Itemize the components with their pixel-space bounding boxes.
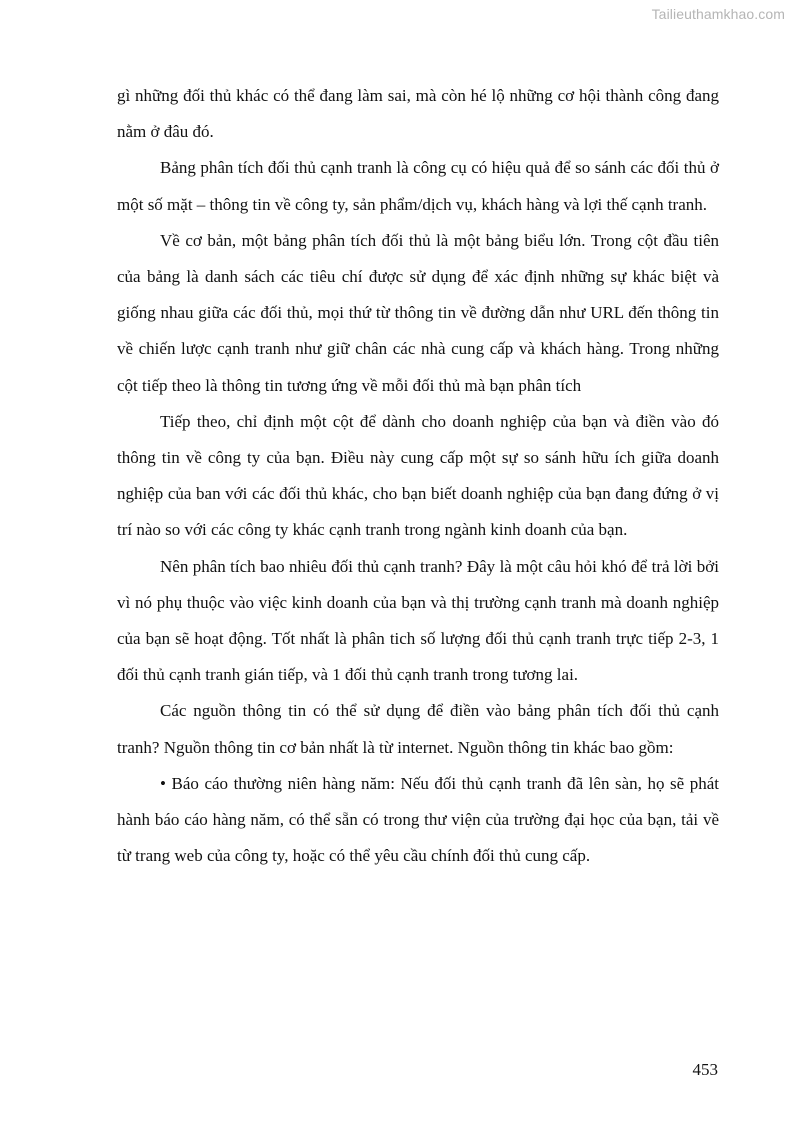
paragraph: Các nguồn thông tin có thể sử dụng để điền vào bảng phân tích đối thủ cạnh tranh? Nguồn thông tin cơ bản nhất là từ internet. Nguồn thông tin khác bao gồm: xyxy=(117,701,719,757)
paragraph: Tiếp theo, chỉ định một cột để dành cho doanh nghiệp của bạn và điền vào đó thông tin về công ty của bạn. Điều này cung cấp một sự so sánh hữu ích giữa doanh nghiệp của ban với các đối thủ khác, cho bạn biết doanh nghiệp của bạn đang đứng ở vị trí nào so với các công ty khác cạnh tranh trong ngành kinh doanh của bạn. xyxy=(117,411,719,540)
paragraph: gì những đối thủ khác có thể đang làm sai, mà còn hé lộ những cơ hội thành công đang nằm ở đâu đó. xyxy=(117,86,719,142)
page-number: 453 xyxy=(692,1060,718,1079)
body-text xyxy=(117,78,719,874)
paragraph: Bảng phân tích đối thủ cạnh tranh là công cụ có hiệu quả để so sánh các đối thủ ở một số mặt – thông tin về công ty, sản phẩm/dịch vụ, khách hàng và lợi thế cạnh tranh. xyxy=(117,158,719,214)
paragraph: Nên phân tích bao nhiêu đối thủ cạnh tranh? Đây là một câu hỏi khó để trả lời bởi vì nó phụ thuộc vào việc kinh doanh của bạn và thị trường cạnh tranh mà doanh nghiệp của bạn sẽ hoạt động. Tốt nhất là phân tich số lượng đối thủ cạnh tranh trực tiếp 2-3, 1 đối thủ cạnh tranh gián tiếp, và 1 đối thủ cạnh tranh trong tương lai. xyxy=(117,556,719,685)
paragraph: Về cơ bản, một bảng phân tích đối thủ là một bảng biểu lớn. Trong cột đầu tiên của bảng là danh sách các tiêu chí được sử dụng để xác định những sự khác biệt và giống nhau giữa các đối thủ, mọi thứ từ thông tin về đường dẫn như URL đến thông tin về chiến lược cạnh tranh như giữ chân các nhà cung cấp và khách hàng. Trong những cột tiếp theo là thông tin tương ứng về mỗi đối thủ mà bạn phân tích xyxy=(117,230,719,395)
watermark: Tailieuthamkhao.com xyxy=(651,6,785,22)
bullet-paragraph: • Báo cáo thường niên hàng năm: Nếu đối thủ cạnh tranh đã lên sàn, họ sẽ phát hành báo cáo hàng năm, có thể sẵn có trong thư viện của trường đại học của bạn, tải về từ trang web của công ty, hoặc có thể yêu cầu chính đối thủ cung cấp. xyxy=(117,773,719,866)
